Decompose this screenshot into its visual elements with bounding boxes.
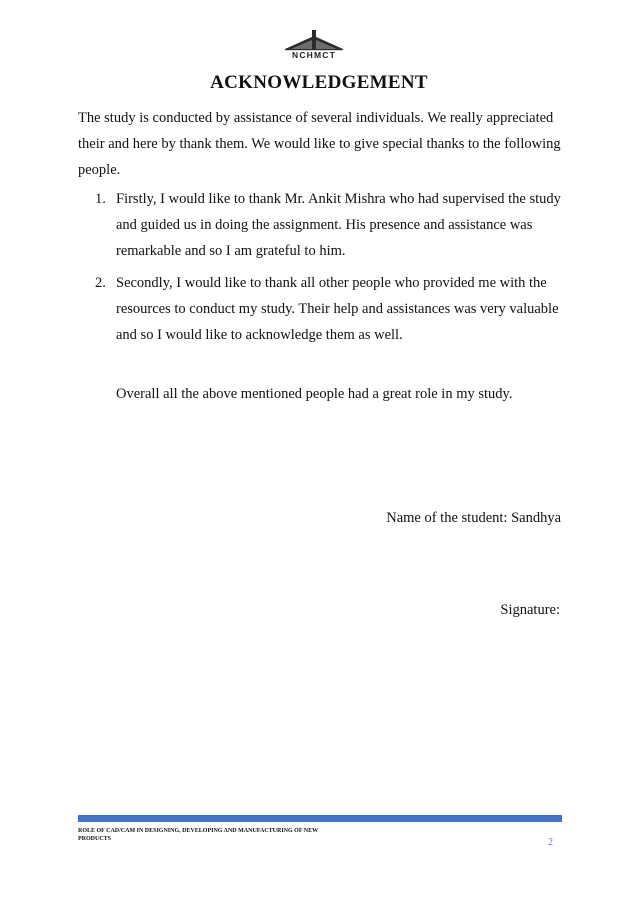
footer-document-title: ROLE OF CAD/CAM IN DESIGNING, DEVELOPING AND MANUFACTURING OF NEW PRODUCTS (78, 828, 319, 842)
list-item-text: Secondly, I would like to thank all other people who provided me with the resources to conduct my study. Their help and assistances was very valuable and so I would like to acknowledge them as well. (116, 275, 559, 343)
intro-paragraph: The study is conducted by assistance of several individuals. We really appreciated their and here by thank them. We would like to give special thanks to the following people. (78, 110, 561, 178)
list-item-number: 1. (95, 191, 106, 207)
list-item (95, 270, 575, 348)
acknowledgement-list (95, 186, 575, 354)
footer-divider (78, 815, 562, 822)
logo-text: NCHMCT (291, 50, 337, 60)
signature-label: Signature: (500, 602, 560, 618)
page-title: ACKNOWLEDGEMENT (210, 72, 428, 93)
closing-statement: Overall all the above mentioned people had a great role in my study. (116, 386, 513, 402)
page-number: 2 (548, 837, 553, 848)
list-item (95, 186, 575, 264)
student-name: Name of the student: Sandhya (386, 510, 561, 526)
list-item-number: 2. (95, 275, 106, 291)
list-item-text: Firstly, I would like to thank Mr. Ankit Mishra who had supervised the study and guided us in doing the assignment. His presence and assistance was remarkable and so I am grateful to him. (116, 191, 561, 259)
